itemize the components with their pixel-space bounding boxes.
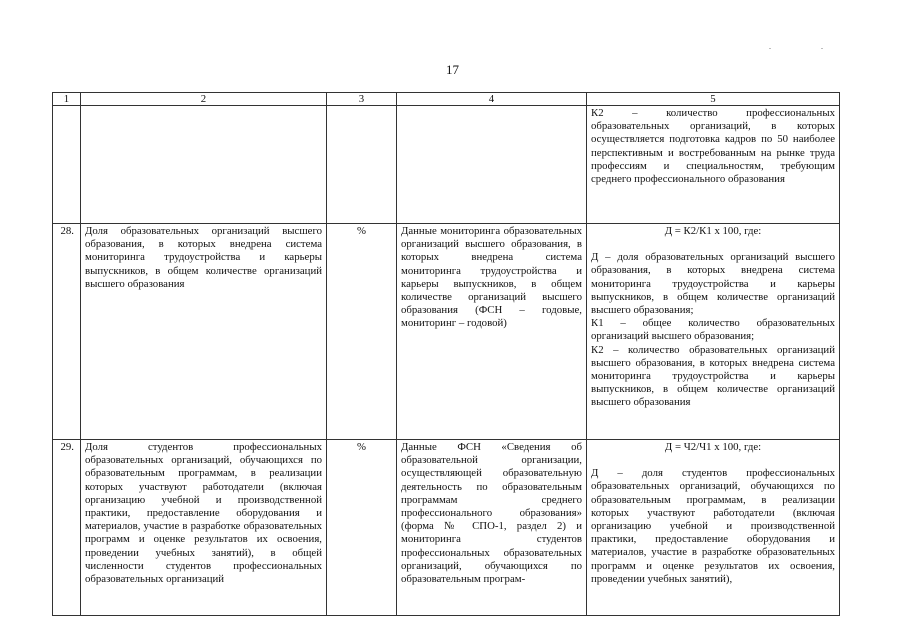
indicators-table: [52, 92, 840, 616]
header-col-4: 4: [397, 93, 587, 106]
header-col-5: 5: [587, 93, 840, 106]
page-number: 17: [446, 62, 459, 77]
table-row: [53, 224, 840, 440]
unit-of-measure: %: [327, 440, 397, 616]
calculation-method: [587, 440, 840, 616]
table-row: [53, 440, 840, 616]
definition: К2 – количество образовательных организаций высшего образования, в которых внедрена система мониторинга трудоустройства и карьеры выпускников, в общем количестве организаций высшего образования: [591, 343, 835, 409]
indicator-name: Доля образовательных организаций высшего образования, в которых внедрена система мониторинга трудоустройства и карьеры выпускников, в общем количестве организаций высшего образования: [81, 224, 327, 440]
row-number: 28.: [53, 224, 81, 440]
formula: Д = К2/К1 х 100, где:: [664, 225, 762, 237]
unit-of-measure: %: [327, 224, 397, 440]
continuation-method-text: К2 – количество профессиональных образовательных организаций, в которых осуществляется подготовка кадров по 50 наиболее перспективным и востребованным на рынке труда профессиям и специальностям, требующим среднего профессионального образования: [587, 106, 840, 224]
header-col-2: 2: [81, 93, 327, 106]
scan-specks: . .: [769, 42, 847, 51]
data-source: Данные ФСН «Сведения об образовательной организации, осуществляющей образовательную деятельность по образовательным программам среднего профессионального образования» (форма № СПО-1, раздел 2) и мониторинга студентов профессиональных образовательных организаций, обучающихся по образовательным програм-: [397, 440, 587, 616]
table-header-row: [53, 93, 840, 106]
indicator-name: Доля студентов профессиональных образовательных организаций, обучающихся по образовательным программам, в реализации которых участвуют работодатели (включая организацию учебной и производственной практики, предоставление оборудования и материалов, участие в разработке образовательных программ и оценке результатов их освоения, проведении учебных занятий), в общей численности студентов профессиональных образовательных организаций: [81, 440, 327, 616]
data-source: Данные мониторинга образовательных организаций высшего образования, в которых внедрена система мониторинга трудоустройства и карьеры выпускников, в общем количестве организаций высшего образования (ФСН – годовые, мониторинг – годовой): [397, 224, 587, 440]
definition: Д – доля студентов профессиональных образовательных организаций, обучающихся по образовательным программам, в реализации которых участвуют работодатели (включая организацию учебной и производственной практики, предоставление оборудования и материалов, участие в разработке образовательных программ и оценке результатов их освоения, проведении учебных занятий),: [591, 467, 835, 585]
calculation-method: [587, 224, 840, 440]
formula: Д = Ч2/Ч1 х 100, где:: [664, 441, 762, 453]
definition: К1 – общее количество образовательных организаций высшего образования;: [591, 317, 835, 343]
definition: Д – доля образовательных организаций высшего образования, в которых внедрена система мониторинга трудоустройства и карьеры выпускников, в общем количестве организаций высшего образования;: [591, 251, 835, 317]
row-number: 29.: [53, 440, 81, 616]
header-col-3: 3: [327, 93, 397, 106]
header-col-1: 1: [53, 93, 81, 106]
table-row-continuation: [53, 106, 840, 224]
